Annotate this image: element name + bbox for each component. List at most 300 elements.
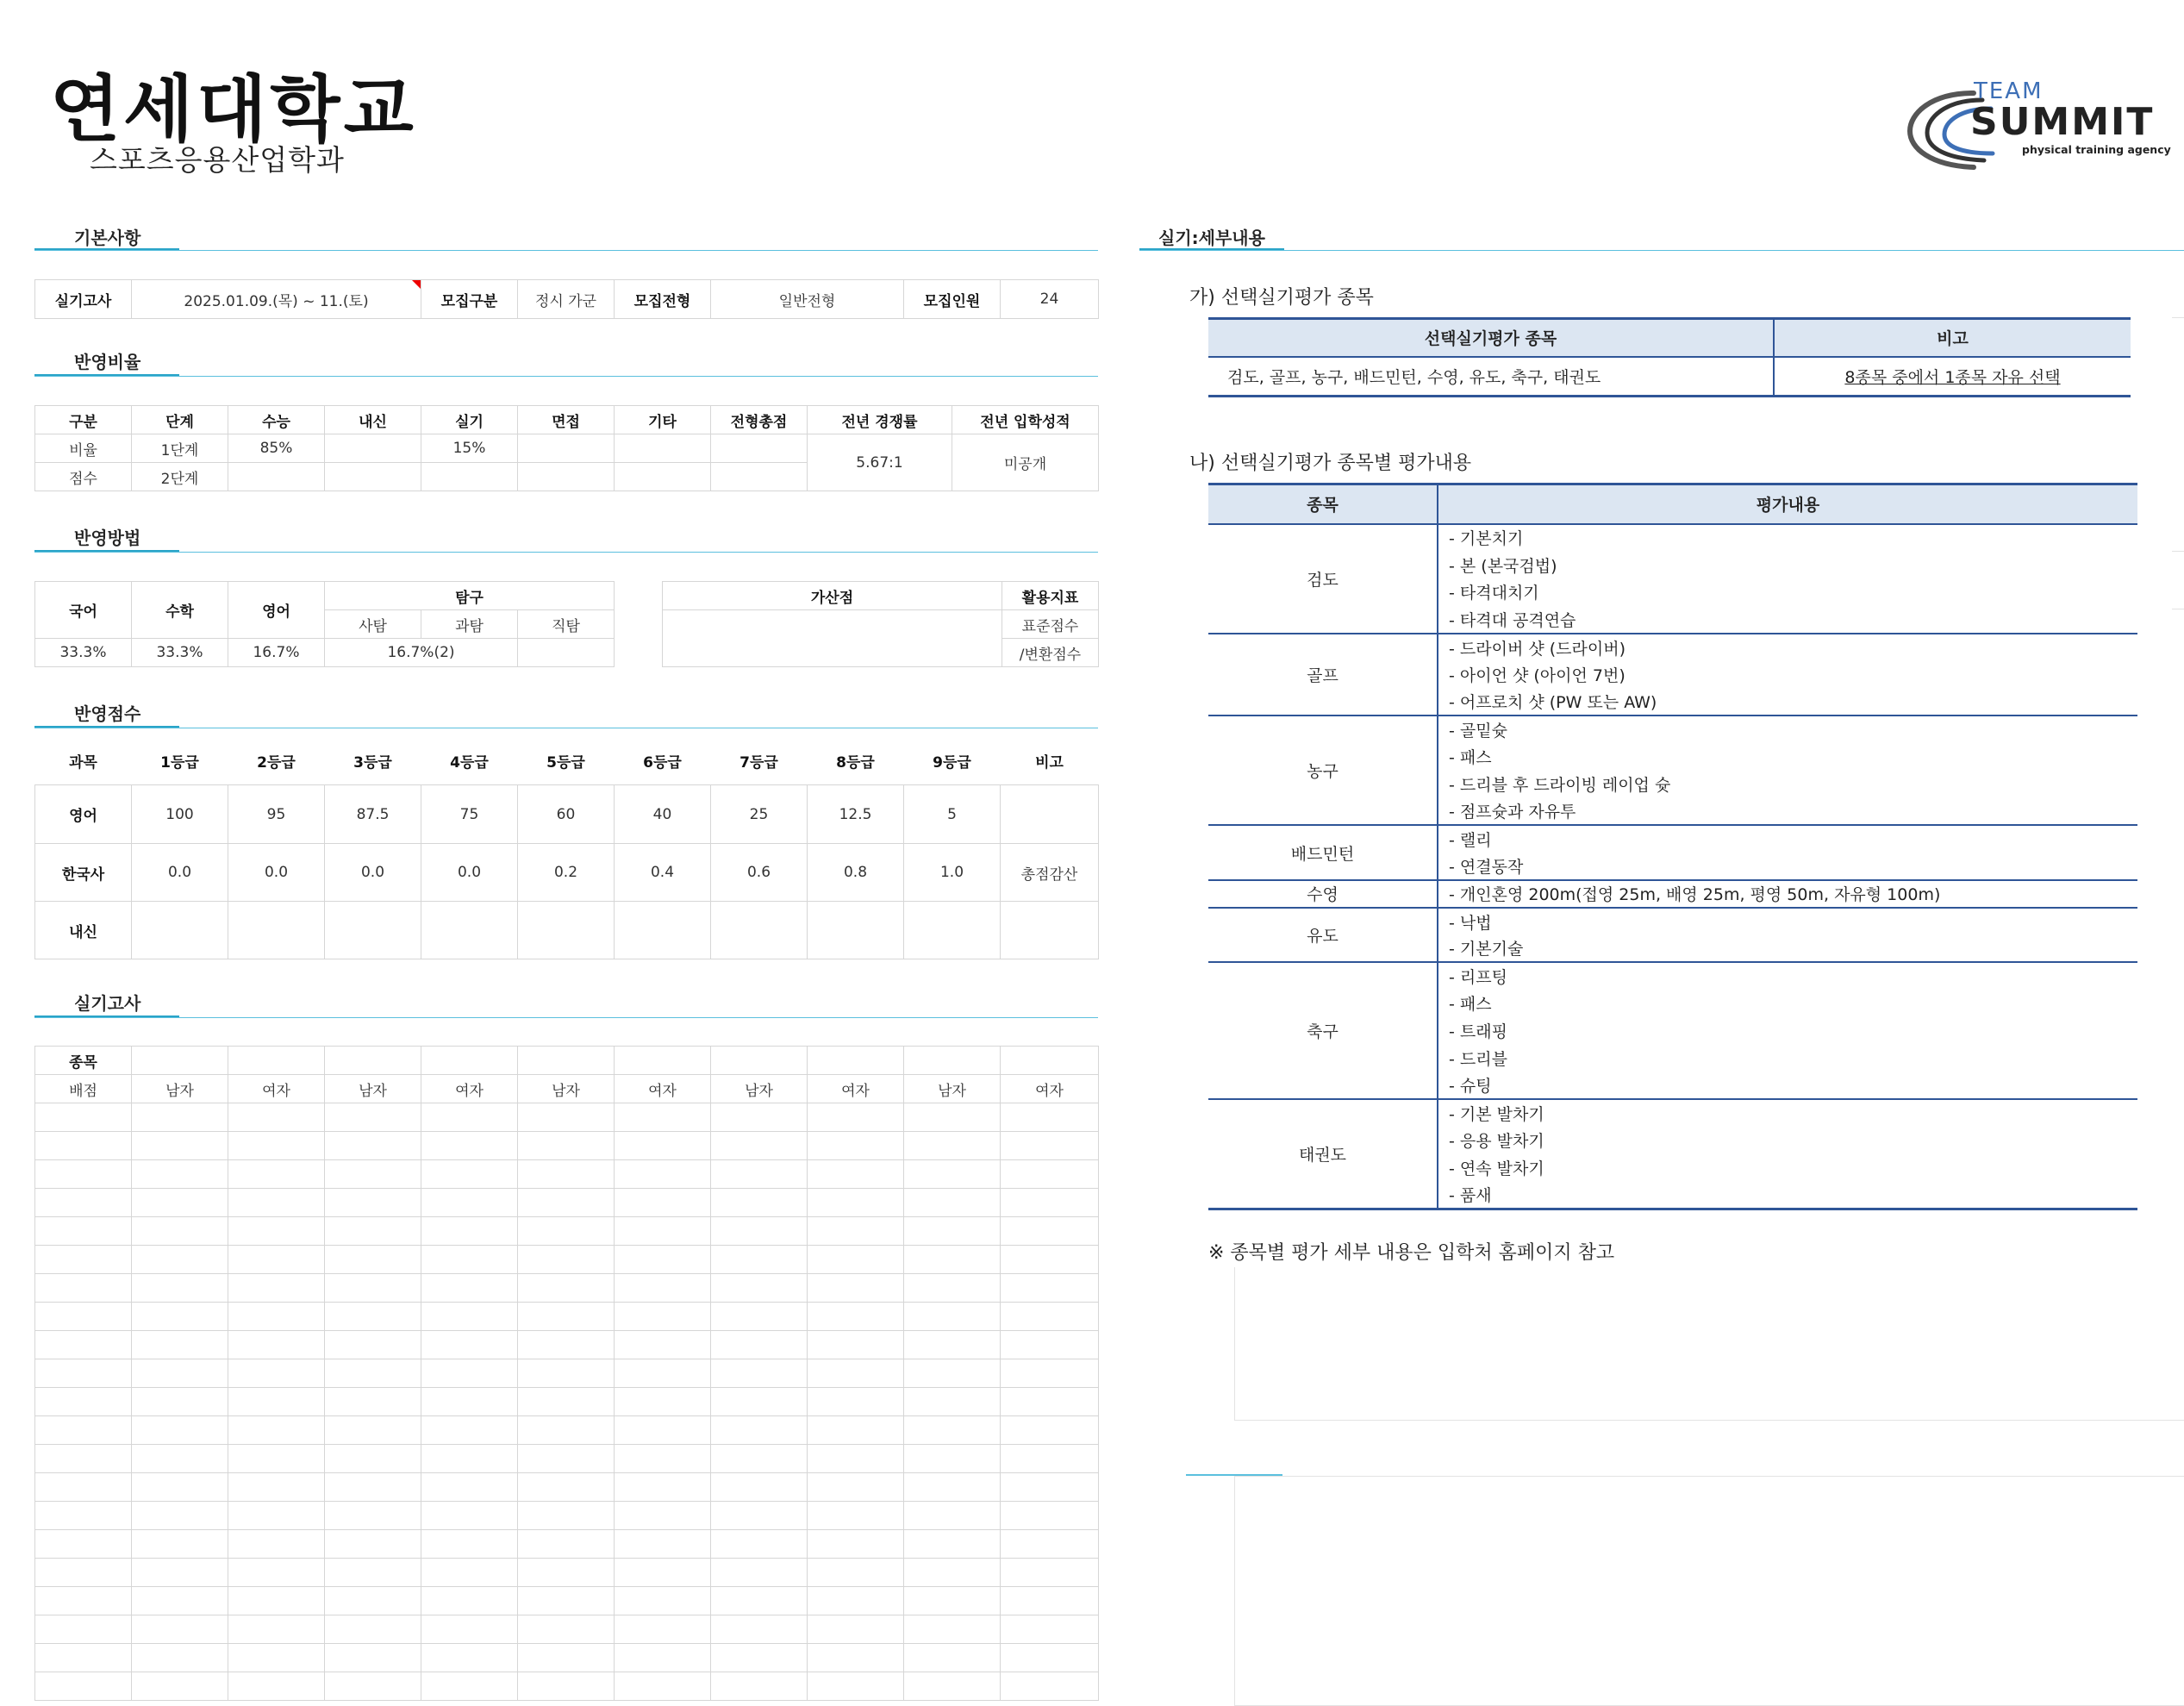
practical-empty-row	[35, 1160, 1099, 1189]
practical-cell	[132, 1103, 228, 1132]
score-cell: 1.0	[904, 844, 1001, 902]
practical-cell	[1001, 1530, 1099, 1559]
practical-table	[34, 1046, 1099, 1701]
practical-cell	[904, 1189, 1001, 1217]
detail-event-item: - 점프슛과 자유투	[1438, 797, 2137, 825]
english-value: 16.7%	[228, 639, 325, 667]
male-header: 남자	[904, 1075, 1001, 1103]
practical-cell	[615, 1615, 711, 1644]
practical-cell	[808, 1416, 904, 1445]
section-method-title: 반영방법	[74, 528, 141, 548]
practical-cell	[808, 1530, 904, 1559]
practical-cell	[228, 1274, 325, 1303]
practical-cell	[518, 1445, 615, 1473]
practical-cell	[325, 1303, 421, 1331]
male-header: 남자	[132, 1075, 228, 1103]
practical-cell	[228, 1559, 325, 1587]
ratio-cell	[325, 463, 421, 491]
practical-cell	[325, 1473, 421, 1502]
practical-cell	[228, 1587, 325, 1615]
practical-cell	[711, 1644, 808, 1672]
practical-cell	[35, 1672, 132, 1701]
practical-cell	[132, 1160, 228, 1189]
detail-event-row	[1208, 1099, 2137, 1127]
female-header: 여자	[808, 1075, 904, 1103]
detail-b-title: 나) 선택실기평가 종목별 평가내용	[1189, 453, 1472, 474]
practical-cell	[1001, 1416, 1099, 1445]
score-subject: 내신	[35, 902, 132, 959]
practical-cell	[518, 1644, 615, 1672]
male-header: 남자	[325, 1075, 421, 1103]
team-summit-logo	[1905, 72, 2184, 176]
practical-cell	[228, 1672, 325, 1701]
score-cell	[228, 902, 325, 959]
practical-cell	[808, 1644, 904, 1672]
score-cell: 0.0	[325, 844, 421, 902]
detail-event-name: 수영	[1208, 880, 1438, 908]
section-practical-title: 실기고사	[74, 993, 141, 1014]
index-value-1: 표준점수	[1002, 610, 1099, 639]
practical-cell	[228, 1047, 325, 1075]
score-cell	[421, 902, 518, 959]
korean-header: 국어	[35, 582, 132, 639]
practical-cell	[518, 1672, 615, 1701]
detail-event-item: - 낙법	[1449, 913, 1492, 933]
practical-cell	[904, 1217, 1001, 1246]
practical-cell	[518, 1559, 615, 1587]
practical-cell	[808, 1587, 904, 1615]
practical-cell	[1001, 1445, 1099, 1473]
detail-event-name: 검도	[1208, 524, 1438, 634]
score-cell	[808, 902, 904, 959]
practical-empty-row	[35, 1559, 1099, 1587]
practical-cell	[325, 1445, 421, 1473]
practical-cell	[35, 1132, 132, 1160]
practical-empty-row	[35, 1331, 1099, 1359]
practical-empty-row	[35, 1416, 1099, 1445]
practical-cell	[421, 1587, 518, 1615]
practical-cell	[1001, 1615, 1099, 1644]
detail-event-row	[1208, 634, 2137, 661]
practical-cell	[132, 1047, 228, 1075]
group-value: 정시 가군	[518, 280, 615, 319]
practical-cell	[35, 1615, 132, 1644]
practical-cell	[421, 1103, 518, 1132]
score-cell	[325, 902, 421, 959]
ratio-cell	[711, 463, 808, 491]
practical-cell	[711, 1246, 808, 1274]
logo-sub-text: physical training agency	[2022, 143, 2171, 156]
practical-cell	[325, 1047, 421, 1075]
practical-cell	[808, 1331, 904, 1359]
practical-cell	[421, 1331, 518, 1359]
practical-cell	[615, 1644, 711, 1672]
practical-cell	[904, 1303, 1001, 1331]
type-label: 모집전형	[615, 280, 711, 319]
practical-cell	[615, 1388, 711, 1416]
practical-cell	[1001, 1587, 1099, 1615]
ratio-table	[34, 405, 1099, 491]
practical-cell	[228, 1103, 325, 1132]
vocational-value	[518, 639, 615, 667]
practical-cell	[228, 1303, 325, 1331]
practical-cell	[421, 1359, 518, 1388]
group-label: 모집구분	[421, 280, 518, 319]
practical-cell	[35, 1473, 132, 1502]
practical-cell	[711, 1103, 808, 1132]
index-value-2: /변환점수	[1002, 639, 1099, 667]
comment-marker-icon[interactable]	[412, 280, 421, 289]
practical-cell	[518, 1047, 615, 1075]
practical-cell	[808, 1160, 904, 1189]
practical-cell	[904, 1587, 1001, 1615]
detail-event-item: - 슈팅	[1438, 1072, 2137, 1099]
sheet-frame	[1234, 1476, 2184, 1706]
ratio-cell	[711, 434, 808, 463]
practical-cell	[228, 1644, 325, 1672]
practical-empty-row	[35, 1644, 1099, 1672]
practical-empty-row	[35, 1359, 1099, 1388]
practical-cell	[228, 1615, 325, 1644]
score-cell: 95	[228, 785, 325, 844]
ratio-cell	[421, 463, 518, 491]
practical-cell	[615, 1132, 711, 1160]
section-method-rule	[34, 552, 1098, 553]
practical-cell	[1001, 1274, 1099, 1303]
practical-event-label: 종목	[35, 1047, 132, 1075]
practical-empty-row	[35, 1103, 1099, 1132]
practical-cell	[35, 1274, 132, 1303]
practical-cell	[1001, 1672, 1099, 1701]
practical-cell	[518, 1189, 615, 1217]
detail-event-row	[1208, 524, 2137, 552]
practical-cell	[1001, 1303, 1099, 1331]
practical-cell	[904, 1559, 1001, 1587]
practical-cell	[35, 1559, 132, 1587]
ratio-header: 구분	[35, 406, 132, 434]
practical-cell	[1001, 1132, 1099, 1160]
practical-cell	[421, 1615, 518, 1644]
score-header: 4등급	[450, 753, 489, 772]
practical-cell	[1001, 1388, 1099, 1416]
practical-cell	[615, 1217, 711, 1246]
practical-cell	[518, 1303, 615, 1331]
section-ratio-title: 반영비율	[74, 352, 141, 372]
competition-rate: 5.67:1	[808, 434, 952, 491]
ratio-cell: 비율	[35, 434, 132, 463]
practical-cell	[35, 1416, 132, 1445]
practical-cell	[518, 1473, 615, 1502]
inquiry-header: 탐구	[325, 582, 615, 610]
practical-cell	[325, 1587, 421, 1615]
detail-event-item: - 리프팅	[1449, 968, 1507, 988]
practical-cell	[228, 1359, 325, 1388]
practical-cell	[711, 1388, 808, 1416]
score-cell: 0.8	[808, 844, 904, 902]
practical-cell	[615, 1359, 711, 1388]
practical-cell	[132, 1530, 228, 1559]
practical-cell	[711, 1189, 808, 1217]
practical-cell	[421, 1644, 518, 1672]
practical-empty-row	[35, 1473, 1099, 1502]
practical-cell	[228, 1502, 325, 1530]
practical-cell	[615, 1160, 711, 1189]
practical-cell	[711, 1445, 808, 1473]
practical-cell	[421, 1445, 518, 1473]
practical-cell	[808, 1559, 904, 1587]
practical-cell	[711, 1274, 808, 1303]
male-header: 남자	[711, 1075, 808, 1103]
practical-cell	[35, 1160, 132, 1189]
detail-event-item: - 골밑슛	[1449, 721, 1507, 741]
practical-cell	[421, 1189, 518, 1217]
practical-cell	[325, 1559, 421, 1587]
section-detail-rule	[1139, 250, 2184, 251]
detail-event-item: - 트래핑	[1449, 1022, 1507, 1042]
practical-cell	[421, 1246, 518, 1274]
detail-event-name: 태권도	[1208, 1099, 1438, 1209]
practical-cell	[1001, 1047, 1099, 1075]
practical-cell	[228, 1445, 325, 1473]
basic-info-table	[34, 279, 1099, 319]
practical-cell	[421, 1274, 518, 1303]
practical-cell	[228, 1331, 325, 1359]
detail-event-item: - 개인혼영 200m(접영 25m, 배영 25m, 평영 50m, 자유형 100m)	[1438, 880, 2137, 908]
ratio-cell: 1단계	[132, 434, 228, 463]
detail-event-item: - 품새	[1449, 1186, 1492, 1206]
practical-cell	[711, 1047, 808, 1075]
detail-event-item: - 패스	[1449, 995, 1492, 1015]
practical-cell	[421, 1530, 518, 1559]
practical-cell	[808, 1473, 904, 1502]
practical-cell	[1001, 1359, 1099, 1388]
practical-cell	[615, 1530, 711, 1559]
bonus-header: 가산점	[663, 582, 1002, 610]
detail-event-name: 유도	[1208, 908, 1438, 963]
ratio-header: 면접	[518, 406, 615, 434]
type-value: 일반전형	[711, 280, 904, 319]
practical-cell	[711, 1530, 808, 1559]
department-name: 스포츠응용산업학과	[90, 143, 345, 177]
practical-cell	[615, 1103, 711, 1132]
practical-cell	[35, 1331, 132, 1359]
male-header: 남자	[518, 1075, 615, 1103]
detail-event-row	[1208, 825, 2137, 853]
ratio-cell	[228, 463, 325, 491]
practical-cell	[228, 1530, 325, 1559]
practical-cell	[615, 1473, 711, 1502]
score-cell: 12.5	[808, 785, 904, 844]
practical-cell	[421, 1473, 518, 1502]
ratio-header: 단계	[132, 406, 228, 434]
practical-cell	[132, 1644, 228, 1672]
score-cell	[132, 902, 228, 959]
practical-cell	[35, 1246, 132, 1274]
practical-cell	[325, 1672, 421, 1701]
practical-cell	[904, 1246, 1001, 1274]
practical-cell	[132, 1473, 228, 1502]
practical-cell	[808, 1672, 904, 1701]
practical-cell	[325, 1132, 421, 1160]
practical-empty-row	[35, 1388, 1099, 1416]
practical-cell	[35, 1587, 132, 1615]
practical-cell	[711, 1303, 808, 1331]
detail-a-note: 8종목 중에서 1종목 자유 선택	[1844, 367, 2061, 387]
practical-cell	[325, 1103, 421, 1132]
practical-cell	[132, 1388, 228, 1416]
ratio-cell	[518, 463, 615, 491]
exam-value: 2025.01.09.(목) ~ 11.(토)	[132, 280, 421, 319]
practical-cell	[904, 1103, 1001, 1132]
section-basic-title: 기본사항	[74, 228, 141, 248]
math-header: 수학	[132, 582, 228, 639]
method-table	[34, 581, 615, 667]
score-header: 2등급	[257, 753, 296, 772]
practical-cell	[1001, 1217, 1099, 1246]
detail-a-title: 가) 선택실기평가 종목	[1189, 287, 1374, 309]
practical-cell	[904, 1672, 1001, 1701]
practical-cell	[904, 1445, 1001, 1473]
detail-event-item: - 기본 발차기	[1449, 1105, 1544, 1125]
practical-cell	[615, 1502, 711, 1530]
practical-empty-row	[35, 1530, 1099, 1559]
exam-label: 실기고사	[35, 280, 132, 319]
practical-cell	[132, 1246, 228, 1274]
practical-cell	[904, 1416, 1001, 1445]
practical-cell	[711, 1559, 808, 1587]
practical-cell	[421, 1502, 518, 1530]
practical-cell	[228, 1217, 325, 1246]
logo-team-text: TEAM	[1974, 78, 2044, 104]
detail-event-item: - 본 (본국검법)	[1449, 556, 1557, 576]
detail-event-item: - 아이언 샷 (아이언 7번)	[1449, 666, 1626, 685]
social-header: 사탐	[325, 610, 421, 639]
practical-cell	[35, 1189, 132, 1217]
practical-cell	[518, 1502, 615, 1530]
practical-cell	[711, 1502, 808, 1530]
detail-a-col1: 선택실기평가 종목	[1208, 319, 1774, 357]
practical-cell	[615, 1189, 711, 1217]
practical-cell	[615, 1047, 711, 1075]
detail-event-row	[1208, 716, 2137, 743]
score-cell: 100	[132, 785, 228, 844]
detail-event-name: 농구	[1208, 716, 1438, 825]
score-cell: 0.0	[132, 844, 228, 902]
practical-cell	[132, 1615, 228, 1644]
practical-cell	[325, 1359, 421, 1388]
detail-event-item: - 패스	[1449, 748, 1492, 768]
detail-event-item: - 응용 발차기	[1449, 1132, 1544, 1152]
practical-cell	[808, 1132, 904, 1160]
detail-event-item: - 타격대 공격연습	[1438, 606, 2137, 634]
detail-event-name: 골프	[1208, 634, 1438, 716]
practical-cell	[421, 1672, 518, 1701]
practical-cell	[325, 1644, 421, 1672]
score-cell	[711, 902, 808, 959]
score-subject: 영어	[35, 785, 132, 844]
detail-event-item: - 드리블	[1449, 1050, 1507, 1070]
practical-cell	[615, 1416, 711, 1445]
ratio-cell: 85%	[228, 434, 325, 463]
practical-cell	[615, 1331, 711, 1359]
score-subject: 한국사	[35, 844, 132, 902]
practical-cell	[228, 1160, 325, 1189]
university-title: 연세대학교	[50, 67, 417, 152]
score-header: 6등급	[643, 753, 682, 772]
practical-cell	[421, 1416, 518, 1445]
score-cell	[904, 902, 1001, 959]
practical-cell	[35, 1103, 132, 1132]
math-value: 33.3%	[132, 639, 228, 667]
detail-a-table	[1208, 317, 2131, 397]
practical-cell	[1001, 1160, 1099, 1189]
practical-cell	[711, 1359, 808, 1388]
practical-cell	[615, 1587, 711, 1615]
practical-cell	[132, 1189, 228, 1217]
practical-cell	[904, 1473, 1001, 1502]
score-cell: 40	[615, 785, 711, 844]
practical-cell	[35, 1502, 132, 1530]
practical-cell	[325, 1615, 421, 1644]
score-cell: 총점감산	[1001, 844, 1099, 902]
detail-event-row	[1208, 908, 2137, 935]
practical-cell	[421, 1132, 518, 1160]
count-label: 모집인원	[904, 280, 1001, 319]
ratio-header: 전년 입학성적	[952, 406, 1099, 434]
count-value: 24	[1001, 280, 1099, 319]
index-header: 활용지표	[1002, 582, 1099, 610]
score-cell: 0.4	[615, 844, 711, 902]
score-header: 1등급	[160, 753, 199, 772]
practical-cell	[421, 1160, 518, 1189]
practical-empty-row	[35, 1189, 1099, 1217]
practical-cell	[808, 1303, 904, 1331]
practical-cell	[1001, 1502, 1099, 1530]
practical-cell	[132, 1587, 228, 1615]
practical-cell	[904, 1644, 1001, 1672]
practical-cell	[808, 1445, 904, 1473]
practical-cell	[615, 1559, 711, 1587]
ratio-cell	[615, 463, 711, 491]
practical-cell	[325, 1217, 421, 1246]
practical-cell	[518, 1530, 615, 1559]
score-header: 5등급	[546, 753, 585, 772]
ratio-header: 기타	[615, 406, 711, 434]
practical-cell	[518, 1160, 615, 1189]
practical-cell	[808, 1615, 904, 1644]
logo-summit-text: SUMMIT	[1970, 100, 2155, 144]
practical-cell	[132, 1559, 228, 1587]
detail-footnote: ※ 종목별 평가 세부 내용은 입학처 홈페이지 참고	[1208, 1242, 1615, 1264]
practical-cell	[518, 1331, 615, 1359]
practical-points-label: 배점	[35, 1075, 132, 1103]
practical-cell	[711, 1672, 808, 1701]
ratio-cell	[325, 434, 421, 463]
score-cell: 87.5	[325, 785, 421, 844]
detail-b-col2: 평가내용	[1438, 484, 2137, 524]
section-score-title: 반영점수	[74, 703, 141, 724]
practical-cell	[421, 1047, 518, 1075]
detail-b-table	[1208, 483, 2137, 1210]
practical-cell	[711, 1160, 808, 1189]
detail-a-events: 검도, 골프, 농구, 배드민턴, 수영, 유도, 축구, 태권도	[1208, 357, 1774, 397]
score-header: 3등급	[353, 753, 392, 772]
practical-cell	[132, 1303, 228, 1331]
detail-event-row	[1208, 962, 2137, 990]
detail-event-item: - 드라이버 샷 (드라이버)	[1449, 639, 1626, 659]
ratio-cell: 점수	[35, 463, 132, 491]
ratio-header: 내신	[325, 406, 421, 434]
